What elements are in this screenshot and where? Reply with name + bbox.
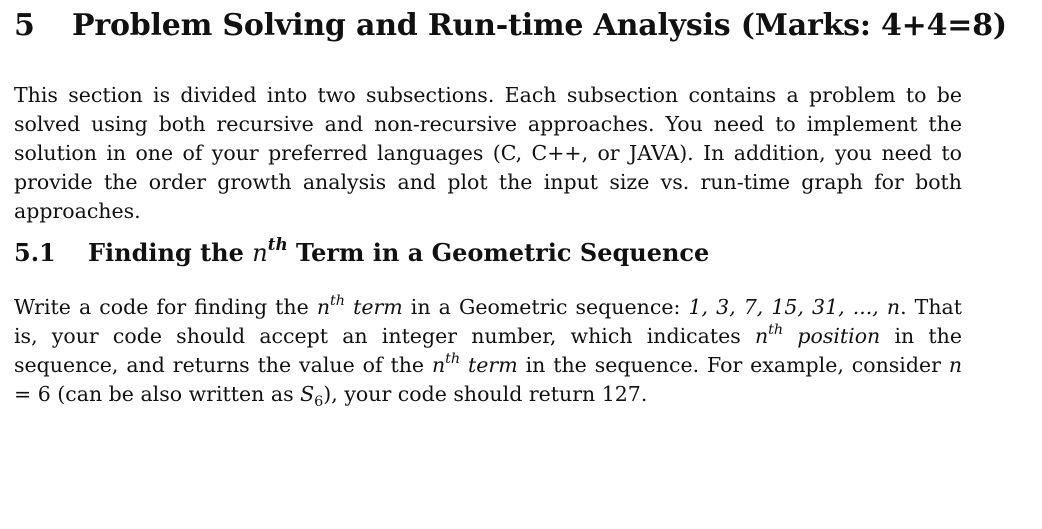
body-text: in the sequence, and returns the value of the (14, 324, 962, 377)
body-text: . That is, your code should accept an integer number, which indicates (14, 295, 962, 348)
body-text: in the sequence. For example, consider (517, 353, 949, 377)
italic-text: position (783, 324, 881, 348)
math-var: n (431, 353, 446, 377)
math-sequence: 1, 3, 7, 15, 31, ..., n (688, 295, 901, 319)
subsection-title-pre: Finding the (88, 238, 253, 267)
section-title: Problem Solving and Run-time Analysis (Marks: 4+4=8) (72, 8, 1007, 43)
math-sup: th (768, 321, 784, 338)
math-sub: 6 (314, 394, 324, 411)
math-var: n (754, 324, 769, 348)
body-text: Write a code for finding the (14, 295, 317, 319)
section-intro-paragraph: This section is divided into two subsections. Each subsection contains a problem to be solved using both recursive and non-recursive approaches. You need to implement the solution in one of your preferred languages (C, C++, or JAVA). In addition, you need to provide the order growth analysis and plot the input size vs. run-time graph for both approaches. (14, 83, 962, 223)
italic-text: term (345, 295, 403, 319)
math-var: S (300, 382, 315, 406)
subsection-heading (14, 234, 710, 267)
math-equation: = 6 (14, 382, 51, 406)
section-number: 5 (14, 8, 35, 43)
body-text: in a Geometric sequence: (402, 295, 689, 319)
body-text: ), your code should return 127. (323, 382, 648, 406)
body-text: (can be also written as (50, 382, 301, 406)
subsection-title-sup: th (267, 234, 288, 255)
math-var: n (316, 295, 331, 319)
subsection-body-paragraph (14, 293, 962, 409)
section-heading (14, 8, 1007, 43)
math-sup: th (445, 350, 461, 367)
subsection-title-post: Term in a Geometric Sequence (287, 238, 710, 267)
math-sup: th (330, 292, 346, 309)
subsection-title-var: n (252, 239, 268, 267)
italic-text: term (460, 353, 518, 377)
subsection-number: 5.1 (14, 238, 56, 267)
math-var: n (948, 353, 963, 377)
